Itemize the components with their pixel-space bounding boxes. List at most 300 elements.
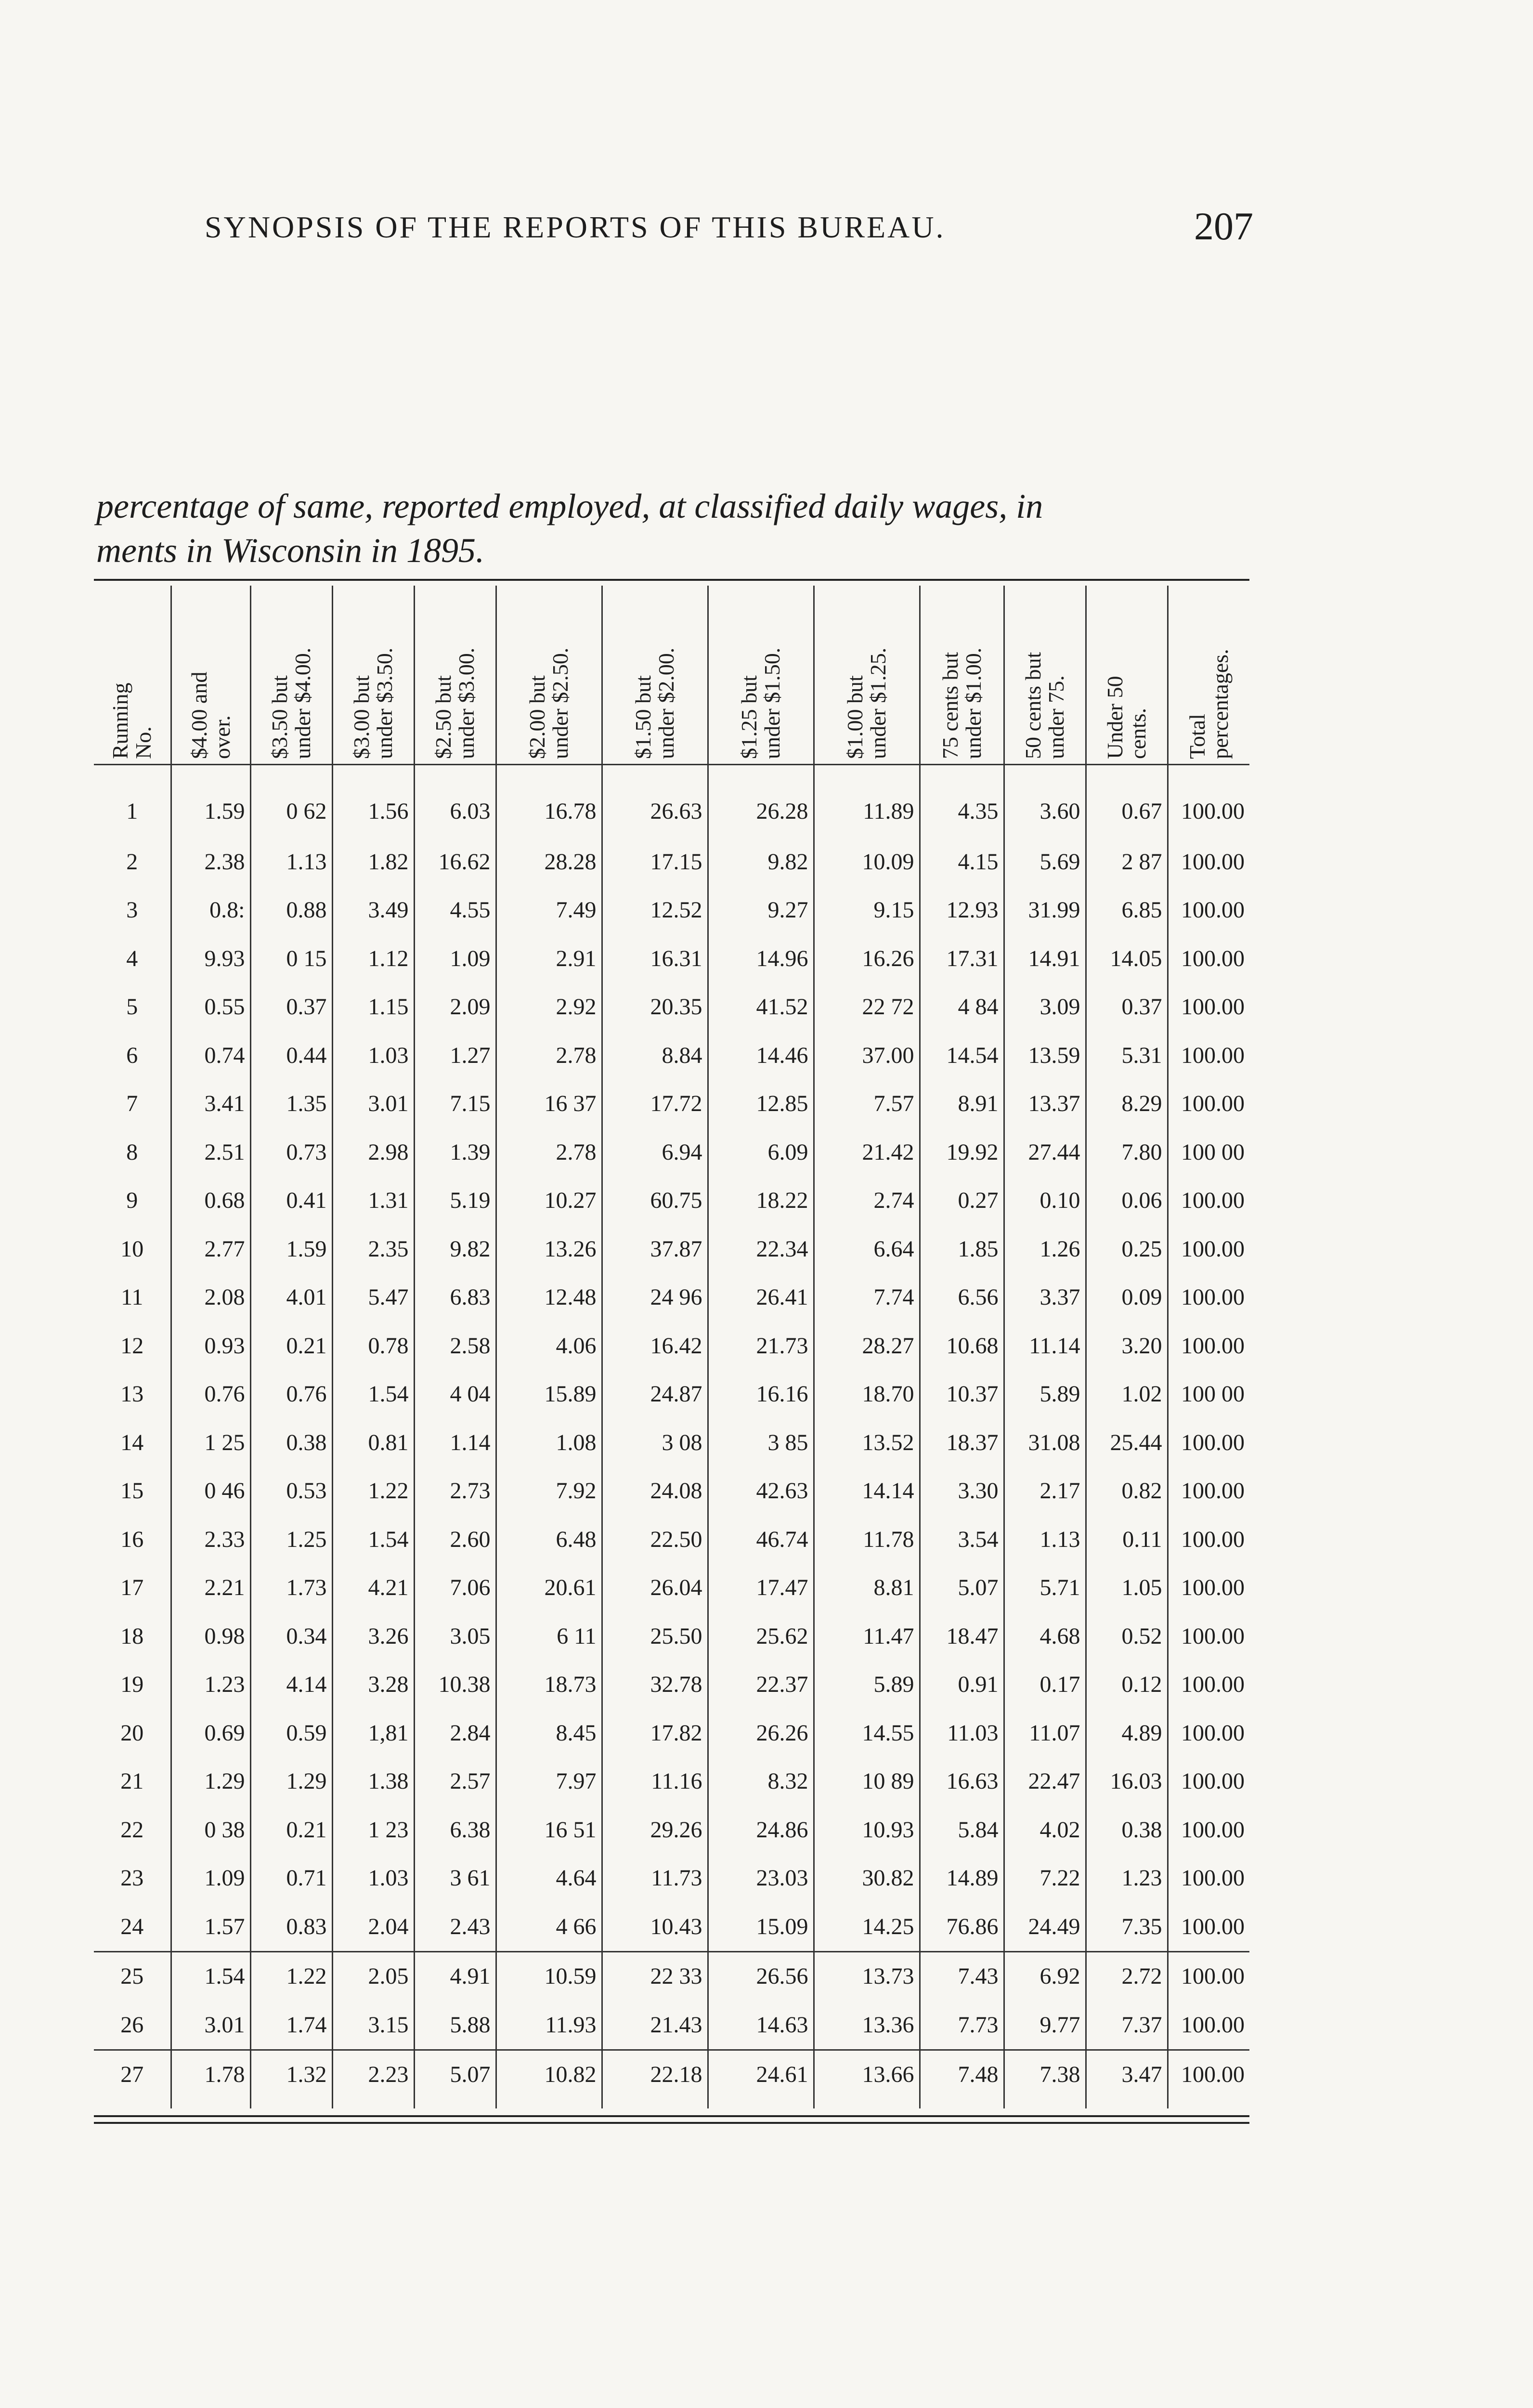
percentage-cell: 16.31 <box>602 934 708 983</box>
percentage-cell: 1.25 <box>250 1515 332 1564</box>
percentage-cell: 0.38 <box>250 1418 332 1467</box>
percentage-cell: 6.85 <box>1086 886 1168 935</box>
percentage-cell: 100.00 <box>1168 1225 1249 1273</box>
percentage-cell: 32.78 <box>602 1661 708 1709</box>
percentage-cell: 2.35 <box>332 1225 414 1273</box>
column-header-label: Total percentages. <box>1184 649 1233 759</box>
percentage-cell: 1.82 <box>332 838 414 886</box>
percentage-cell: 6.48 <box>496 1515 602 1564</box>
percentage-cell: 6.94 <box>602 1128 708 1177</box>
percentage-cell: 3.01 <box>171 2001 250 2050</box>
percentage-cell: 3.09 <box>1004 983 1086 1032</box>
percentage-cell: 1.02 <box>1086 1370 1168 1419</box>
percentage-cell: 0.59 <box>250 1709 332 1757</box>
percentage-cell: 2.43 <box>414 1902 496 1951</box>
table-row <box>94 1564 1249 1612</box>
percentage-cell: 12.85 <box>708 1080 814 1128</box>
percentage-cell: 1.54 <box>332 1370 414 1419</box>
percentage-cell: 1.26 <box>1004 1225 1086 1273</box>
percentage-cell: 7.35 <box>1086 1902 1168 1951</box>
percentage-cell: 6 11 <box>496 1612 602 1661</box>
percentage-cell: 14.14 <box>814 1467 920 1516</box>
percentage-cell: 76.86 <box>920 1902 1004 1951</box>
percentage-cell: 16.16 <box>708 1370 814 1419</box>
percentage-cell: 5.31 <box>1086 1031 1168 1080</box>
percentage-cell: 14.05 <box>1086 934 1168 983</box>
percentage-cell: 11.93 <box>496 2001 602 2050</box>
percentage-cell: 19.92 <box>920 1128 1004 1177</box>
running-number-cell: 14 <box>120 1429 144 1455</box>
running-number-cell: 18 <box>120 1623 144 1649</box>
column-header-label-wrap <box>921 590 1003 764</box>
percentage-cell: 100.00 <box>1168 1080 1249 1128</box>
percentage-cell: 0.06 <box>1086 1177 1168 1225</box>
column-header-4 <box>414 586 496 765</box>
percentage-cell: 16.78 <box>496 765 602 838</box>
column-header-label-wrap <box>709 590 813 764</box>
percentage-cell: 46.74 <box>708 1515 814 1564</box>
percentage-cell: 1.78 <box>171 2050 250 2108</box>
percentage-cell: 5.19 <box>414 1177 496 1225</box>
percentage-cell: 17.31 <box>920 934 1004 983</box>
column-header-2 <box>250 586 332 765</box>
percentage-cell: 2.33 <box>171 1515 250 1564</box>
percentage-cell: 5.89 <box>1004 1370 1086 1419</box>
percentage-cell: 2.74 <box>814 1177 920 1225</box>
percentage-cell: 4.35 <box>920 765 1004 838</box>
column-header-label: $4.00 and over. <box>186 671 234 759</box>
percentage-cell: 24.61 <box>708 2050 814 2108</box>
running-number-cell: 7 <box>126 1091 138 1117</box>
percentage-cell: 10.37 <box>920 1370 1004 1419</box>
percentage-cell: 100.00 <box>1168 886 1249 935</box>
percentage-cell: 2.09 <box>414 983 496 1032</box>
running-number-cell: 20 <box>120 1720 144 1746</box>
table-row <box>94 1806 1249 1854</box>
percentage-cell: 0.38 <box>1086 1806 1168 1854</box>
percentage-cell: 100.00 <box>1168 1806 1249 1854</box>
percentage-cell: 100.00 <box>1168 1467 1249 1516</box>
percentage-cell: 14.55 <box>814 1709 920 1757</box>
wage-table-container <box>94 579 1249 2124</box>
column-header-3 <box>332 586 414 765</box>
percentage-cell: 0 15 <box>250 934 332 983</box>
column-header-1 <box>171 586 250 765</box>
percentage-cell: 100.00 <box>1168 1902 1249 1951</box>
running-number-cell: 6 <box>126 1042 138 1068</box>
percentage-cell: 0.82 <box>1086 1467 1168 1516</box>
percentage-cell: 1.35 <box>250 1080 332 1128</box>
percentage-cell: 18.22 <box>708 1177 814 1225</box>
percentage-cell: 6.92 <box>1004 1951 1086 2001</box>
table-row <box>94 765 1249 838</box>
percentage-cell: 7.49 <box>496 886 602 935</box>
percentage-cell: 1.14 <box>414 1418 496 1467</box>
percentage-cell: 100.00 <box>1168 1322 1249 1370</box>
percentage-cell: 6.09 <box>708 1128 814 1177</box>
percentage-cell: 2.77 <box>171 1225 250 1273</box>
percentage-cell: 1.22 <box>332 1467 414 1516</box>
percentage-cell: 5.88 <box>414 2001 496 2050</box>
column-header-label: Under 50 cents. <box>1103 676 1150 759</box>
running-number-cell: 21 <box>120 1768 144 1794</box>
column-header-label: 75 cents but under $1.00. <box>937 647 986 759</box>
percentage-cell: 100 00 <box>1168 1370 1249 1419</box>
percentage-cell: 5.89 <box>814 1661 920 1709</box>
column-header-9 <box>920 586 1004 765</box>
percentage-cell: 2.51 <box>171 1128 250 1177</box>
percentage-cell: 5.84 <box>920 1806 1004 1854</box>
column-header-label-wrap <box>172 590 250 764</box>
percentage-cell: 37.87 <box>602 1225 708 1273</box>
percentage-cell: 16.62 <box>414 838 496 886</box>
percentage-cell: 41.52 <box>708 983 814 1032</box>
percentage-cell: 1.54 <box>171 1951 250 2001</box>
table-row <box>94 1467 1249 1516</box>
column-header-label-wrap <box>333 590 414 764</box>
percentage-cell: 26.41 <box>708 1273 814 1322</box>
caption-year: 1895. <box>406 531 484 570</box>
percentage-cell: 22.47 <box>1004 1757 1086 1806</box>
percentage-cell: 27.44 <box>1004 1128 1086 1177</box>
running-number-cell: 27 <box>120 2062 144 2088</box>
percentage-cell: 7.74 <box>814 1273 920 1322</box>
percentage-cell: 2.60 <box>414 1515 496 1564</box>
percentage-cell: 23.03 <box>708 1854 814 1903</box>
percentage-cell: 0 38 <box>171 1806 250 1854</box>
percentage-cell: 0.98 <box>171 1612 250 1661</box>
percentage-cell: 1.57 <box>171 1902 250 1951</box>
percentage-cell: 60.75 <box>602 1177 708 1225</box>
percentage-cell: 7.97 <box>496 1757 602 1806</box>
percentage-cell: 8.91 <box>920 1080 1004 1128</box>
percentage-cell: 100 00 <box>1168 1128 1249 1177</box>
percentage-cell: 0 62 <box>250 765 332 838</box>
bottom-rule-1 <box>94 2115 1249 2117</box>
page-number: 207 <box>1194 204 1253 248</box>
percentage-cell: 9.82 <box>414 1225 496 1273</box>
percentage-cell: 4 66 <box>496 1902 602 1951</box>
percentage-cell: 21.42 <box>814 1128 920 1177</box>
running-number-cell: 19 <box>120 1672 144 1698</box>
percentage-cell: 4.91 <box>414 1951 496 2001</box>
percentage-cell: 7.06 <box>414 1564 496 1612</box>
percentage-cell: 2.17 <box>1004 1467 1086 1516</box>
table-row <box>94 1322 1249 1370</box>
percentage-cell: 4.15 <box>920 838 1004 886</box>
column-header-5 <box>496 586 602 765</box>
running-number-cell: 25 <box>120 1963 144 1989</box>
percentage-cell: 0.76 <box>171 1370 250 1419</box>
table-row <box>94 1661 1249 1709</box>
column-header-label-wrap <box>1005 590 1085 764</box>
table-caption <box>96 484 1261 573</box>
percentage-cell: 6.03 <box>414 765 496 838</box>
running-header <box>205 204 1264 253</box>
caption-line-1: percentage of same, reported employed, at classified daily wages, in <box>96 487 1043 525</box>
percentage-cell: 10.82 <box>496 2050 602 2108</box>
percentage-cell: 31.99 <box>1004 886 1086 935</box>
table-row <box>94 1225 1249 1273</box>
percentage-cell: 1.54 <box>332 1515 414 1564</box>
percentage-cell: 1.74 <box>250 2001 332 2050</box>
percentage-cell: 100.00 <box>1168 983 1249 1032</box>
percentage-cell: 14.25 <box>814 1902 920 1951</box>
running-number-cell: 17 <box>120 1575 144 1601</box>
percentage-cell: 3.47 <box>1086 2050 1168 2108</box>
running-number-cell: 10 <box>120 1236 144 1262</box>
column-header-label-wrap <box>415 590 495 764</box>
percentage-cell: 5.07 <box>920 1564 1004 1612</box>
percentage-cell: 3.41 <box>171 1080 250 1128</box>
percentage-cell: 13.36 <box>814 2001 920 2050</box>
percentage-cell: 1.85 <box>920 1225 1004 1273</box>
table-row <box>94 838 1249 886</box>
percentage-cell: 26.26 <box>708 1709 814 1757</box>
percentage-cell: 1,81 <box>332 1709 414 1757</box>
percentage-cell: 24.49 <box>1004 1902 1086 1951</box>
percentage-cell: 30.82 <box>814 1854 920 1903</box>
running-number-cell: 24 <box>94 1902 171 1951</box>
table-row <box>94 1757 1249 1806</box>
percentage-cell: 8.29 <box>1086 1080 1168 1128</box>
column-header-12 <box>1168 586 1249 765</box>
percentage-cell: 7.57 <box>814 1080 920 1128</box>
percentage-cell: 8.84 <box>602 1031 708 1080</box>
column-header-label: $3.50 but under $4.00. <box>267 647 315 759</box>
running-number-cell: 11 <box>121 1284 143 1310</box>
percentage-cell: 25.44 <box>1086 1418 1168 1467</box>
percentage-cell: 100.00 <box>1168 1515 1249 1564</box>
percentage-cell: 100.00 <box>1168 1177 1249 1225</box>
percentage-cell: 3.01 <box>332 1080 414 1128</box>
percentage-cell: 2.08 <box>171 1273 250 1322</box>
column-header-7 <box>708 586 814 765</box>
percentage-cell: 2.05 <box>332 1951 414 2001</box>
percentage-cell: 4.02 <box>1004 1806 1086 1854</box>
caption-line-2 <box>96 528 1261 573</box>
percentage-cell: 6.64 <box>814 1225 920 1273</box>
column-header-label: $2.50 but under $3.00. <box>431 647 479 759</box>
percentage-cell: 100.00 <box>1168 1418 1249 1467</box>
percentage-cell: 14.63 <box>708 2001 814 2050</box>
percentage-cell: 2.78 <box>496 1128 602 1177</box>
percentage-cell: 8.81 <box>814 1564 920 1612</box>
percentage-cell: 9.77 <box>1004 2001 1086 2050</box>
percentage-cell: 1.29 <box>250 1757 332 1806</box>
column-header-label-wrap <box>1087 590 1167 764</box>
running-number-cell: 23 <box>120 1865 144 1891</box>
percentage-cell: 22.37 <box>708 1661 814 1709</box>
percentage-cell: 28.27 <box>814 1322 920 1370</box>
percentage-cell: 1.08 <box>496 1418 602 1467</box>
table-row <box>94 1177 1249 1225</box>
table-row <box>94 1709 1249 1757</box>
running-number-cell: 15 <box>120 1478 144 1504</box>
percentage-cell: 10.68 <box>920 1322 1004 1370</box>
percentage-cell: 3.30 <box>920 1467 1004 1516</box>
percentage-cell: 3.26 <box>332 1612 414 1661</box>
percentage-cell: 11.47 <box>814 1612 920 1661</box>
percentage-cell: 0.88 <box>250 886 332 935</box>
running-number-cell: 13 <box>120 1381 144 1407</box>
percentage-cell: 0.44 <box>250 1031 332 1080</box>
percentage-cell: 31.08 <box>1004 1418 1086 1467</box>
percentage-cell: 1.31 <box>332 1177 414 1225</box>
percentage-cell: 5.69 <box>1004 838 1086 886</box>
table-row <box>94 1515 1249 1564</box>
percentage-cell: 1.13 <box>250 838 332 886</box>
percentage-cell: 25.50 <box>602 1612 708 1661</box>
percentage-cell: 1.59 <box>250 1225 332 1273</box>
percentage-cell: 4.21 <box>332 1564 414 1612</box>
percentage-cell: 3.05 <box>414 1612 496 1661</box>
table-row <box>94 1418 1249 1467</box>
percentage-cell: 24.87 <box>602 1370 708 1419</box>
table-row <box>94 1031 1249 1080</box>
column-header-0 <box>94 586 171 765</box>
percentage-cell: 7.48 <box>920 2050 1004 2108</box>
column-header-label-wrap <box>603 590 707 764</box>
running-number-cell: 3 <box>126 897 138 923</box>
column-header-label: $1.00 but under $1.25. <box>843 647 890 759</box>
percentage-cell: 0.12 <box>1086 1661 1168 1709</box>
percentage-cell: 18.70 <box>814 1370 920 1419</box>
percentage-cell: 0.76 <box>250 1370 332 1419</box>
column-header-label: Running No. <box>108 682 156 759</box>
percentage-cell: 17.47 <box>708 1564 814 1612</box>
percentage-cell: 4.01 <box>250 1273 332 1322</box>
percentage-cell: 10.59 <box>496 1951 602 2001</box>
percentage-cell: 4.64 <box>496 1854 602 1903</box>
percentage-cell: 4 84 <box>920 983 1004 1032</box>
percentage-cell: 26.63 <box>602 765 708 838</box>
percentage-cell: 0.53 <box>250 1467 332 1516</box>
percentage-cell: 9.15 <box>814 886 920 935</box>
percentage-cell: 0.25 <box>1086 1225 1168 1273</box>
running-number-cell: 12 <box>120 1333 144 1359</box>
running-number-cell: 5 <box>126 994 138 1020</box>
percentage-cell: 14.54 <box>920 1031 1004 1080</box>
percentage-cell: 1.13 <box>1004 1515 1086 1564</box>
column-header-10 <box>1004 586 1086 765</box>
percentage-cell: 16 51 <box>496 1806 602 1854</box>
percentage-cell: 0.91 <box>920 1661 1004 1709</box>
percentage-cell: 1.09 <box>414 934 496 983</box>
percentage-cell: 13.52 <box>814 1418 920 1467</box>
percentage-cell: 1.27 <box>414 1031 496 1080</box>
percentage-cell: 42.63 <box>708 1467 814 1516</box>
percentage-cell: 2.58 <box>414 1322 496 1370</box>
percentage-cell: 37.00 <box>814 1031 920 1080</box>
percentage-cell: 5.07 <box>414 2050 496 2108</box>
percentage-cell: 7.22 <box>1004 1854 1086 1903</box>
table-row <box>94 1902 1249 1951</box>
percentage-cell: 10.27 <box>496 1177 602 1225</box>
percentage-cell: 14.46 <box>708 1031 814 1080</box>
percentage-cell: 1.03 <box>332 1031 414 1080</box>
percentage-cell: 11.16 <box>602 1757 708 1806</box>
percentage-cell: 0.37 <box>250 983 332 1032</box>
percentage-cell: 100.00 <box>1168 934 1249 983</box>
caption-line-2-text: ments in Wisconsin in <box>96 531 406 570</box>
percentage-cell: 1.22 <box>250 1951 332 2001</box>
column-header-label: $1.25 but under $1.50. <box>737 647 784 759</box>
percentage-cell: 10.38 <box>414 1661 496 1709</box>
percentage-cell: 100.00 <box>1168 1661 1249 1709</box>
percentage-cell: 0.67 <box>1086 765 1168 838</box>
percentage-cell: 24.86 <box>708 1806 814 1854</box>
percentage-cell: 1.12 <box>332 934 414 983</box>
percentage-cell: 2.91 <box>496 934 602 983</box>
table-row <box>94 2001 1249 2050</box>
percentage-cell: 16.26 <box>814 934 920 983</box>
percentage-cell: 0.8: <box>171 886 250 935</box>
percentage-cell: 1.23 <box>171 1661 250 1709</box>
percentage-cell: 100.00 <box>1168 1709 1249 1757</box>
table-row <box>94 1854 1249 1903</box>
percentage-cell: 0 46 <box>171 1467 250 1516</box>
percentage-cell: 0.41 <box>250 1177 332 1225</box>
percentage-cell: 13.59 <box>1004 1031 1086 1080</box>
percentage-cell: 100.00 <box>1168 1612 1249 1661</box>
percentage-cell: 6.56 <box>920 1273 1004 1322</box>
percentage-cell: 1.73 <box>250 1564 332 1612</box>
percentage-cell: 2.23 <box>332 2050 414 2108</box>
percentage-cell: 11.89 <box>814 765 920 838</box>
percentage-cell: 2.04 <box>332 1902 414 1951</box>
percentage-cell: 18.47 <box>920 1612 1004 1661</box>
column-header-label: $2.00 but under $2.50. <box>525 647 572 759</box>
percentage-cell: 0.73 <box>250 1128 332 1177</box>
percentage-cell: 100.00 <box>1168 1564 1249 1612</box>
percentage-cell: 12.52 <box>602 886 708 935</box>
percentage-cell: 0.27 <box>920 1177 1004 1225</box>
percentage-cell: 100.00 <box>1168 2050 1249 2108</box>
percentage-cell: 100.00 <box>1168 1031 1249 1080</box>
percentage-cell: 22.34 <box>708 1225 814 1273</box>
column-header-11 <box>1086 586 1168 765</box>
table-row <box>94 1273 1249 1322</box>
percentage-cell: 15.09 <box>708 1902 814 1951</box>
percentage-cell: 3.15 <box>332 2001 414 2050</box>
percentage-cell: 7.73 <box>920 2001 1004 2050</box>
wage-percentage-table <box>94 586 1249 2108</box>
percentage-cell: 1.38 <box>332 1757 414 1806</box>
percentage-cell: 21.43 <box>602 2001 708 2050</box>
percentage-cell: 16.03 <box>1086 1757 1168 1806</box>
percentage-cell: 6.38 <box>414 1806 496 1854</box>
column-header-label: $3.00 but under $3.50. <box>349 647 397 759</box>
running-number-cell: 4 <box>126 945 138 971</box>
percentage-cell: 1.39 <box>414 1128 496 1177</box>
percentage-cell: 1.56 <box>332 765 414 838</box>
percentage-cell: 0.21 <box>250 1322 332 1370</box>
table-row <box>94 934 1249 983</box>
percentage-cell: 21.73 <box>708 1322 814 1370</box>
percentage-cell: 0.78 <box>332 1322 414 1370</box>
column-header-6 <box>602 586 708 765</box>
percentage-cell: 12.93 <box>920 886 1004 935</box>
percentage-cell: 2.21 <box>171 1564 250 1612</box>
percentage-cell: 100.00 <box>1168 1951 1249 2001</box>
percentage-cell: 16.42 <box>602 1322 708 1370</box>
percentage-cell: 0.34 <box>250 1612 332 1661</box>
percentage-cell: 1.29 <box>171 1757 250 1806</box>
column-header-label: $1.50 but under $2.00. <box>631 647 678 759</box>
percentage-cell: 18.37 <box>920 1418 1004 1467</box>
percentage-cell: 1 23 <box>332 1806 414 1854</box>
